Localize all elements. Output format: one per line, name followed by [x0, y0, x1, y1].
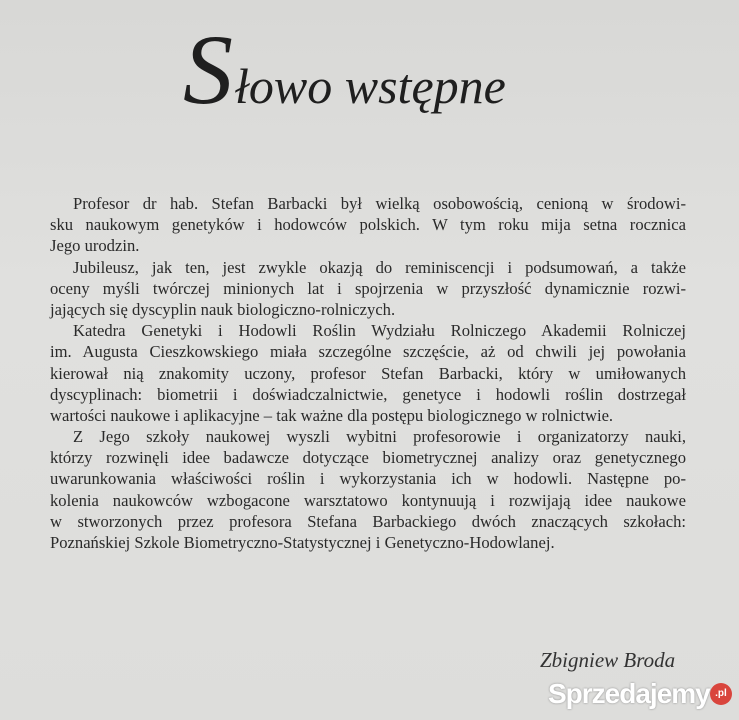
body-text: [50, 193, 686, 553]
text-line: kolenia naukowców wzbogacone warsztatowo kontynuują i rozwijają idee naukowe: [50, 490, 686, 510]
text-line: wartości naukowe i aplikacyjne – tak ważne dla postępu biologicznego w rolnictwie.: [50, 405, 614, 425]
text-line: w stworzonych przez profesora Stefana Barbackiego dwóch znaczących szkołach:: [50, 511, 686, 531]
signature: Zbigniew Broda: [540, 648, 676, 672]
text-line: Katedra Genetyki i Hodowli Roślin Wydziału Rolniczego Akademii Rolniczej: [73, 321, 686, 341]
text-line: Poznańskiej Szkole Biometryczno-Statystycznej i Genetyczno-Hodowlanej.: [50, 533, 555, 552]
text-line: Z Jego szkoły naukowej wyszli wybitni profesorowie i organizatorzy nauki,: [73, 427, 686, 447]
text-line: jających się dyscyplin nauk biologiczno-rolniczych.: [50, 299, 396, 319]
paragraph: [50, 257, 686, 321]
page-title: [183, 14, 506, 125]
text-line: którzy rozwinęli idee badawcze dotyczące biometrycznej analizy oraz genetycznego: [50, 448, 686, 468]
watermark-badge: .pl: [710, 683, 732, 705]
text-line: uwarunkowania właściwości roślin i wykorzystania ich w hodowli. Następne po-: [50, 469, 686, 489]
text-line: Jego urodzin.: [50, 236, 140, 256]
paragraph: [50, 193, 686, 257]
title-initial: S: [183, 14, 233, 125]
text-line: Profesor dr hab. Stefan Barbacki był wielką osobowością, cenioną w środowi-: [73, 194, 686, 213]
title-rest: łowo wstępne: [235, 58, 506, 114]
text-line: kierował nią znakomity uczony, profesor Stefan Barbacki, który w umiłowanych: [50, 363, 686, 383]
watermark-text: Sprzedajemy: [548, 678, 710, 709]
text-line: sku naukowym genetyków i hodowców polskich. W tym roku mija setna rocznica: [50, 215, 686, 235]
text-line: oceny myśli twórczej minionych lat i spojrzenia w przyszłość dynamicznie rozwi-: [50, 278, 686, 298]
text-line: Jubileusz, jak ten, jest zwykle okazją do reminiscencji i podsumowań, a także: [73, 257, 686, 277]
paragraph: [50, 320, 686, 426]
text-line: im. Augusta Cieszkowskiego miała szczególne szczęście, aż od chwili jej powołania: [50, 342, 686, 362]
text-line: dyscyplinach: biometrii i doświadczalnictwie, genetyce i hodowli roślin dostrzegał: [50, 384, 686, 404]
paragraph: [50, 426, 686, 553]
